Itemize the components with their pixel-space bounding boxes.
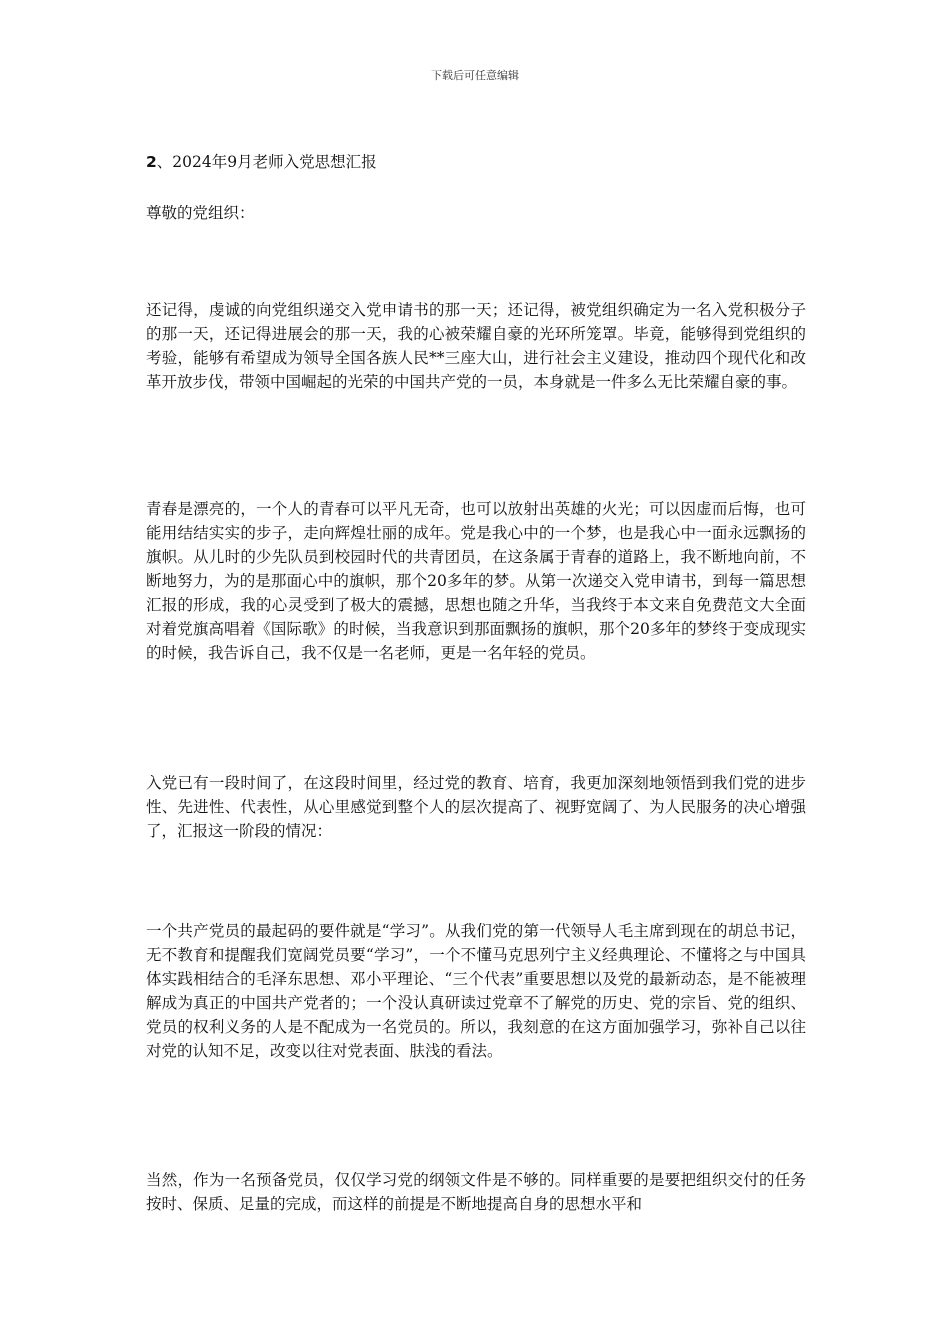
paragraph-text: 青春是漂亮的，一个人的青春可以平凡无奇，也可以放射出英雄的火光；可以因虚而后悔，也可能用结结实实的步子，走向辉煌壮丽的成年。党是我心中的一个梦，也是我心中一面永远飘扬的旗帜。从儿时的少先队员到校园时代的共青团员，在这条属于青春的道路上，我不断地向前，不断地努力，为的是那面心中的旗帜，那个20多年的梦。从第一次递交入党申请书，到每一篇思想汇报的形成，我的心灵受到了极大的震撼，思想也随之升华，当我终于本文来自免费范文大全面对着党旗高唱着《国际歌》的时候，当我意识到那面飘扬的旗帜，那个20多年的梦终于变成现实的时候，我告诉自己，我不仅是一名老师，更是一名年轻的党员。 [146, 500, 806, 662]
salutation: 尊敬的党组织： [146, 204, 255, 222]
paragraph-text: 入党已有一段时间了，在这段时间里，经过党的教育、培育，我更加深刻地领悟到我们党的进步性、先进性、代表性，从心里感觉到整个人的层次提高了、视野宽阔了、为人民服务的决心增强了，汇报这一阶段的情况： [146, 774, 806, 840]
paragraph-1 [146, 298, 806, 394]
title-number: 2 [146, 153, 157, 171]
paragraph-text: 一个共产党员的最起码的要件就是“学习”。从我们党的第一代领导人毛主席到现在的胡总书记，无不教育和提醒我们宽阔党员要“学习”，一个不懂马克思列宁主义经典理论、不懂将之与中国具体实践相结合的毛泽东思想、邓小平理论、“三个代表”重要思想以及党的最新动态，是不能被理解成为真正的中国共产党者的；一个没认真研读过党章不了解党的历史、党的宗旨、党的组织、党员的权利义务的人是不配成为一名党员的。所以，我刻意的在这方面加强学习，弥补自己以往对党的认知不足，改变以往对党表面、肤浅的看法。 [146, 922, 806, 1060]
paragraph-text: 当然，作为一名预备党员，仅仅学习党的纲领文件是不够的。同样重要的是要把组织交付的任务按时、保质、足量的完成，而这样的前提是不断地提高自身的思想水平和 [146, 1171, 806, 1213]
page-header-note: 下载后可任意编辑 [431, 69, 519, 82]
paragraph-4 [146, 919, 806, 1063]
title-text: 、2024年9月老师入党思想汇报 [156, 153, 377, 171]
document-title [146, 150, 377, 174]
paragraph-5 [146, 1168, 806, 1216]
paragraph-2 [146, 497, 806, 665]
paragraph-text: 还记得，虔诚的向党组织递交入党申请书的那一天；还记得，被党组织确定为一名入党积极分子的那一天，还记得进展会的那一天，我的心被荣耀自豪的光环所笼罩。毕竟，能够得到党组织的考验，能够有希望成为领导全国各族人民**三座大山，进行社会主义建设，推动四个现代化和改革开放步伐，带领中国崛起的光荣的中国共产党的一员，本身就是一件多么无比荣耀自豪的事。 [146, 301, 806, 391]
paragraph-3 [146, 771, 806, 843]
